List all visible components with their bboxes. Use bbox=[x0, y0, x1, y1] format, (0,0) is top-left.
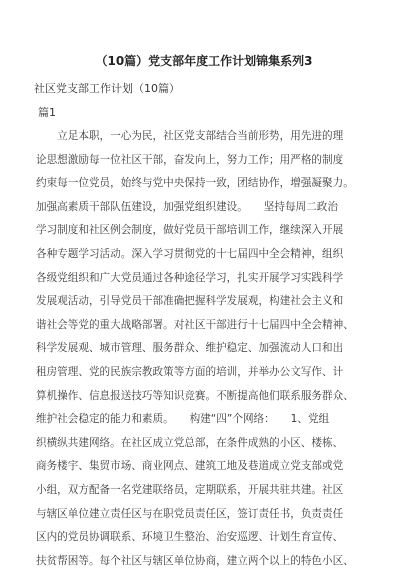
document-subtitle: 社区党支部工作计划（10篇） bbox=[34, 82, 180, 95]
section-label: 篇1 bbox=[38, 106, 56, 119]
body-line: 织横纵共建网络。在社区成立党总部，在条件成熟的小区、楼栋、 bbox=[36, 436, 344, 449]
body-line: 算机操作、信息报送技巧等知识竞赛。不断提高他们联系服务群众、 bbox=[36, 389, 354, 402]
body-line: 发展观活动，引导党员干部准确把握科学发展观，构建社会主义和 bbox=[36, 295, 344, 308]
body-line: 小组，双方配备一名党建联络员，定期联系，开展共驻共建。社区 bbox=[36, 483, 344, 496]
body-line: 扶贫帮困等。每个社区与辖区单位协商，建立两个以上的特色小区、 bbox=[36, 554, 354, 567]
body-line: 商务楼宇、集贸市场、商业网点、建筑工地及巷道成立党支部或党 bbox=[36, 460, 344, 473]
body-text bbox=[36, 125, 376, 573]
body-line: 学习制度和社区例会制度，做好党员干部培训工作，继续深入开展 bbox=[36, 224, 344, 237]
body-line: 与辖区单位建立责任区与在职党员责任区，签订责任书，负责责任 bbox=[36, 507, 344, 520]
body-line: 区内的党员协调联系、环境卫生整治、治安巡逻、计划生育宣传、 bbox=[36, 531, 344, 544]
body-line: 租房管理、党的民族宗教政策等方面的培训，并举办公文写作、计 bbox=[36, 365, 344, 378]
body-line: 加强高素质干部队伍建设，加强党组织建设。 坚持每周二政治 bbox=[36, 200, 338, 213]
body-line: 科学发展观、城市管理、服务群众、维护稳定、加强流动人口和出 bbox=[36, 342, 344, 355]
body-line: 谐社会等党的重大战略部署。对社区干部进行十七届四中全会精神、 bbox=[36, 318, 354, 331]
body-line: 各级党组织和广大党员通过各种途径学习，扎实开展学习实践科学 bbox=[36, 271, 344, 284]
body-line: 约束每一位党员，始终与党中央保持一致，团结协作，增强凝聚力。 bbox=[36, 177, 354, 190]
body-line: 维护社会稳定的能力和素质。 构建“四”个网络： 1、党组 bbox=[36, 413, 330, 426]
body-line: 立足本职，一心为民，社区党支部结合当前形势，用先进的理 bbox=[36, 130, 344, 142]
body-line: 各种专题学习活动。深入学习贯彻党的十七届四中全会精神，组织 bbox=[36, 247, 344, 260]
document-title: （10篇）党支部年度工作计划锦集系列3 bbox=[95, 54, 313, 68]
body-line: 论思想激励每一位社区干部，奋发向上，努力工作；用严格的制度 bbox=[36, 153, 344, 166]
